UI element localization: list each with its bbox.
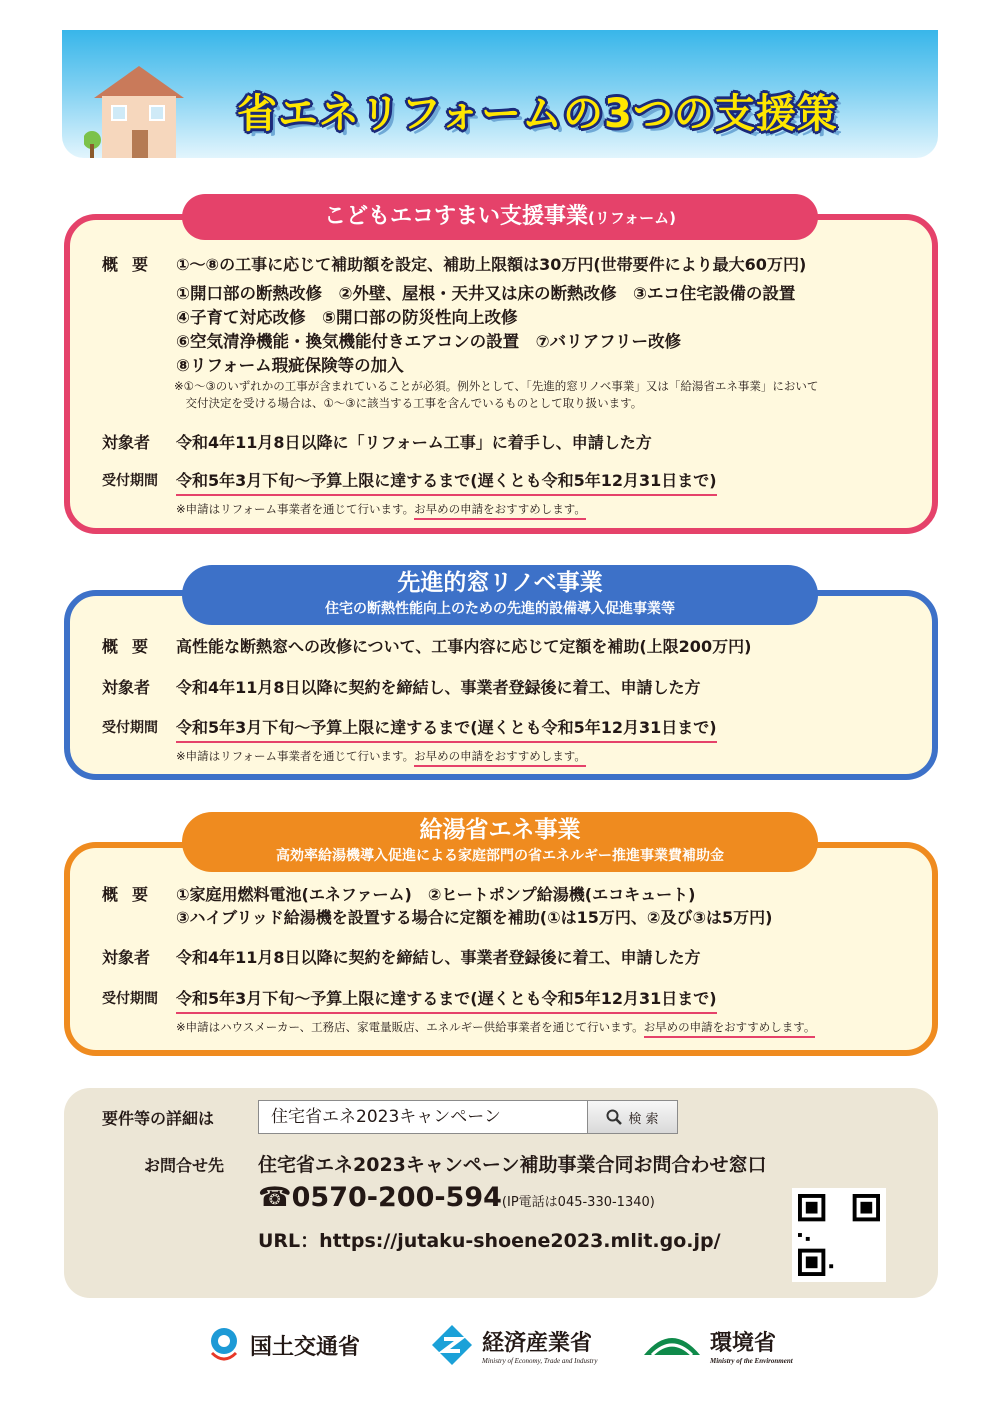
program3-target: 令和4年11月8日以降に契約を締結し、事業者登録後に着工、申請した方 xyxy=(176,948,701,967)
period-label: 受付期間 xyxy=(102,991,158,1007)
program1-note-line: ※①〜③のいずれかの工事が含まれていることが必須。例外として、「先進的窓リノベ事業」又は「給湯省エネ事業」において xyxy=(174,379,819,393)
details-label: 要件等の詳細は xyxy=(102,1109,215,1128)
env-sub: Ministry of the Environment xyxy=(710,1356,793,1365)
program1-overview: ①〜⑧の工事に応じて補助額を設定、補助上限額は30万円(世帯要件により最大60万円) xyxy=(176,255,807,274)
period-label: 受付期間 xyxy=(102,720,158,736)
website-url[interactable]: URL：https://jutaku-shoene2023.mlit.go.jp/ xyxy=(258,1230,721,1252)
meti-logo xyxy=(430,1320,598,1370)
phone-row xyxy=(258,1182,655,1213)
program1-item: ④子育て対応改修 ⑤開口部の防災性向上改修 xyxy=(176,308,518,327)
program1-title-text: こどもエコすまい支援事業 xyxy=(324,204,589,229)
program1-apply-note xyxy=(176,497,586,519)
mlit-logo xyxy=(206,1320,360,1370)
meti-emblem-icon xyxy=(430,1323,474,1367)
apply-note: ※申請はリフォーム事業者を通じて行います。 xyxy=(176,749,415,763)
overview-label: 概要 xyxy=(102,637,163,656)
contact-name: 住宅省エネ2023キャンペーン補助事業合同お問合わせ窓口 xyxy=(258,1154,767,1176)
search-input[interactable]: 住宅省エネ2023キャンペーン xyxy=(271,1107,501,1127)
program3-period: 令和5年3月下旬〜予算上限に達するまで(遅くとも令和5年12月31日まで) xyxy=(176,988,717,1014)
period-label: 受付期間 xyxy=(102,473,158,489)
program1-item: ①開口部の断熱改修 ②外壁、屋根・天井又は床の断熱改修 ③エコ住宅設備の設置 xyxy=(176,284,796,303)
program3-subtitle: 高効率給湯機導入促進による家庭部門の省エネルギー推進事業費補助金 xyxy=(276,848,724,864)
env-emblem-icon xyxy=(642,1325,702,1365)
program1-title-small: (リフォーム) xyxy=(588,209,676,227)
search-button-label: 検 索 xyxy=(628,1111,659,1127)
mlit-name: 国土交通省 xyxy=(250,1333,361,1360)
target-label: 対象者 xyxy=(102,433,151,452)
program3-apply-note xyxy=(176,1015,815,1037)
program2-apply-note xyxy=(176,744,586,766)
house-illustration xyxy=(84,58,194,158)
program3-overview: ③ハイブリッド給湯機を設置する場合に定額を補助(①は15万円、②及び③は5万円) xyxy=(176,908,773,927)
meti-sub: Ministry of Economy, Trade and Industry xyxy=(482,1356,598,1365)
phone-number[interactable]: 0570-200-594 xyxy=(291,1182,502,1213)
contact-label: お問合せ先 xyxy=(144,1156,225,1175)
qr-code-icon xyxy=(798,1194,880,1276)
target-label: 対象者 xyxy=(102,948,151,967)
program1-item: ⑧リフォーム瑕疵保険等の加入 xyxy=(176,356,404,375)
mlit-emblem-icon xyxy=(206,1325,242,1365)
search-button[interactable] xyxy=(587,1101,677,1133)
target-label: 対象者 xyxy=(102,678,151,697)
search-box[interactable] xyxy=(258,1100,678,1134)
qr-code[interactable] xyxy=(792,1188,886,1282)
apply-note-emphasis: お早めの申請をおすすめします。 xyxy=(414,502,586,520)
program2-period: 令和5年3月下旬〜予算上限に達するまで(遅くとも令和5年12月31日まで) xyxy=(176,717,717,743)
program1-period: 令和5年3月下旬〜予算上限に達するまで(遅くとも令和5年12月31日まで) xyxy=(176,470,717,496)
program3-title-text: 給湯省エネ事業 xyxy=(419,817,581,843)
apply-note: ※申請はリフォーム事業者を通じて行います。 xyxy=(176,502,415,516)
overview-label: 概要 xyxy=(102,255,163,274)
overview-label: 概要 xyxy=(102,885,163,904)
program1-title xyxy=(182,194,818,240)
apply-note-emphasis: お早めの申請をおすすめします。 xyxy=(644,1020,816,1038)
phone-icon: ☎ xyxy=(258,1182,292,1213)
search-icon xyxy=(606,1109,622,1125)
ip-phone: (IP電話は045-330-1340) xyxy=(501,1195,655,1210)
program1-note-line: 交付決定を受ける場合は、①〜③に該当する工事を含んでいるものとして取り扱います。 xyxy=(174,396,643,410)
env-logo xyxy=(642,1320,793,1370)
program3-overview: ①家庭用燃料電池(エネファーム) ②ヒートポンプ給湯機(エコキュート) xyxy=(176,885,696,904)
program2-title xyxy=(182,565,818,625)
program2-overview: 高性能な断熱窓への改修について、工事内容に応じて定額を補助(上限200万円) xyxy=(176,637,752,656)
program2-target: 令和4年11月8日以降に契約を締結し、事業者登録後に着工、申請した方 xyxy=(176,678,701,697)
program1-item: ⑥空気清浄機能・換気機能付きエアコンの設置 ⑦バリアフリー改修 xyxy=(176,332,681,351)
env-name: 環境省 xyxy=(710,1329,777,1356)
program3-title xyxy=(182,812,818,872)
program1-note xyxy=(174,378,818,412)
program2-title-text: 先進的窓リノベ事業 xyxy=(397,570,603,596)
program1-target: 令和4年11月8日以降に「リフォーム工事」に着手し、申請した方 xyxy=(176,433,652,452)
page-title: 省エネリフォームの3つの支援策 xyxy=(237,91,838,137)
apply-note: ※申請はハウスメーカー、工務店、家電量販店、エネルギー供給事業者を通じて行います。 xyxy=(176,1020,644,1034)
apply-note-emphasis: お早めの申請をおすすめします。 xyxy=(414,749,586,767)
program2-subtitle: 住宅の断熱性能向上のための先進的設備導入促進事業等 xyxy=(325,601,675,617)
meti-name: 経済産業省 xyxy=(482,1329,593,1356)
header-banner xyxy=(62,30,938,158)
